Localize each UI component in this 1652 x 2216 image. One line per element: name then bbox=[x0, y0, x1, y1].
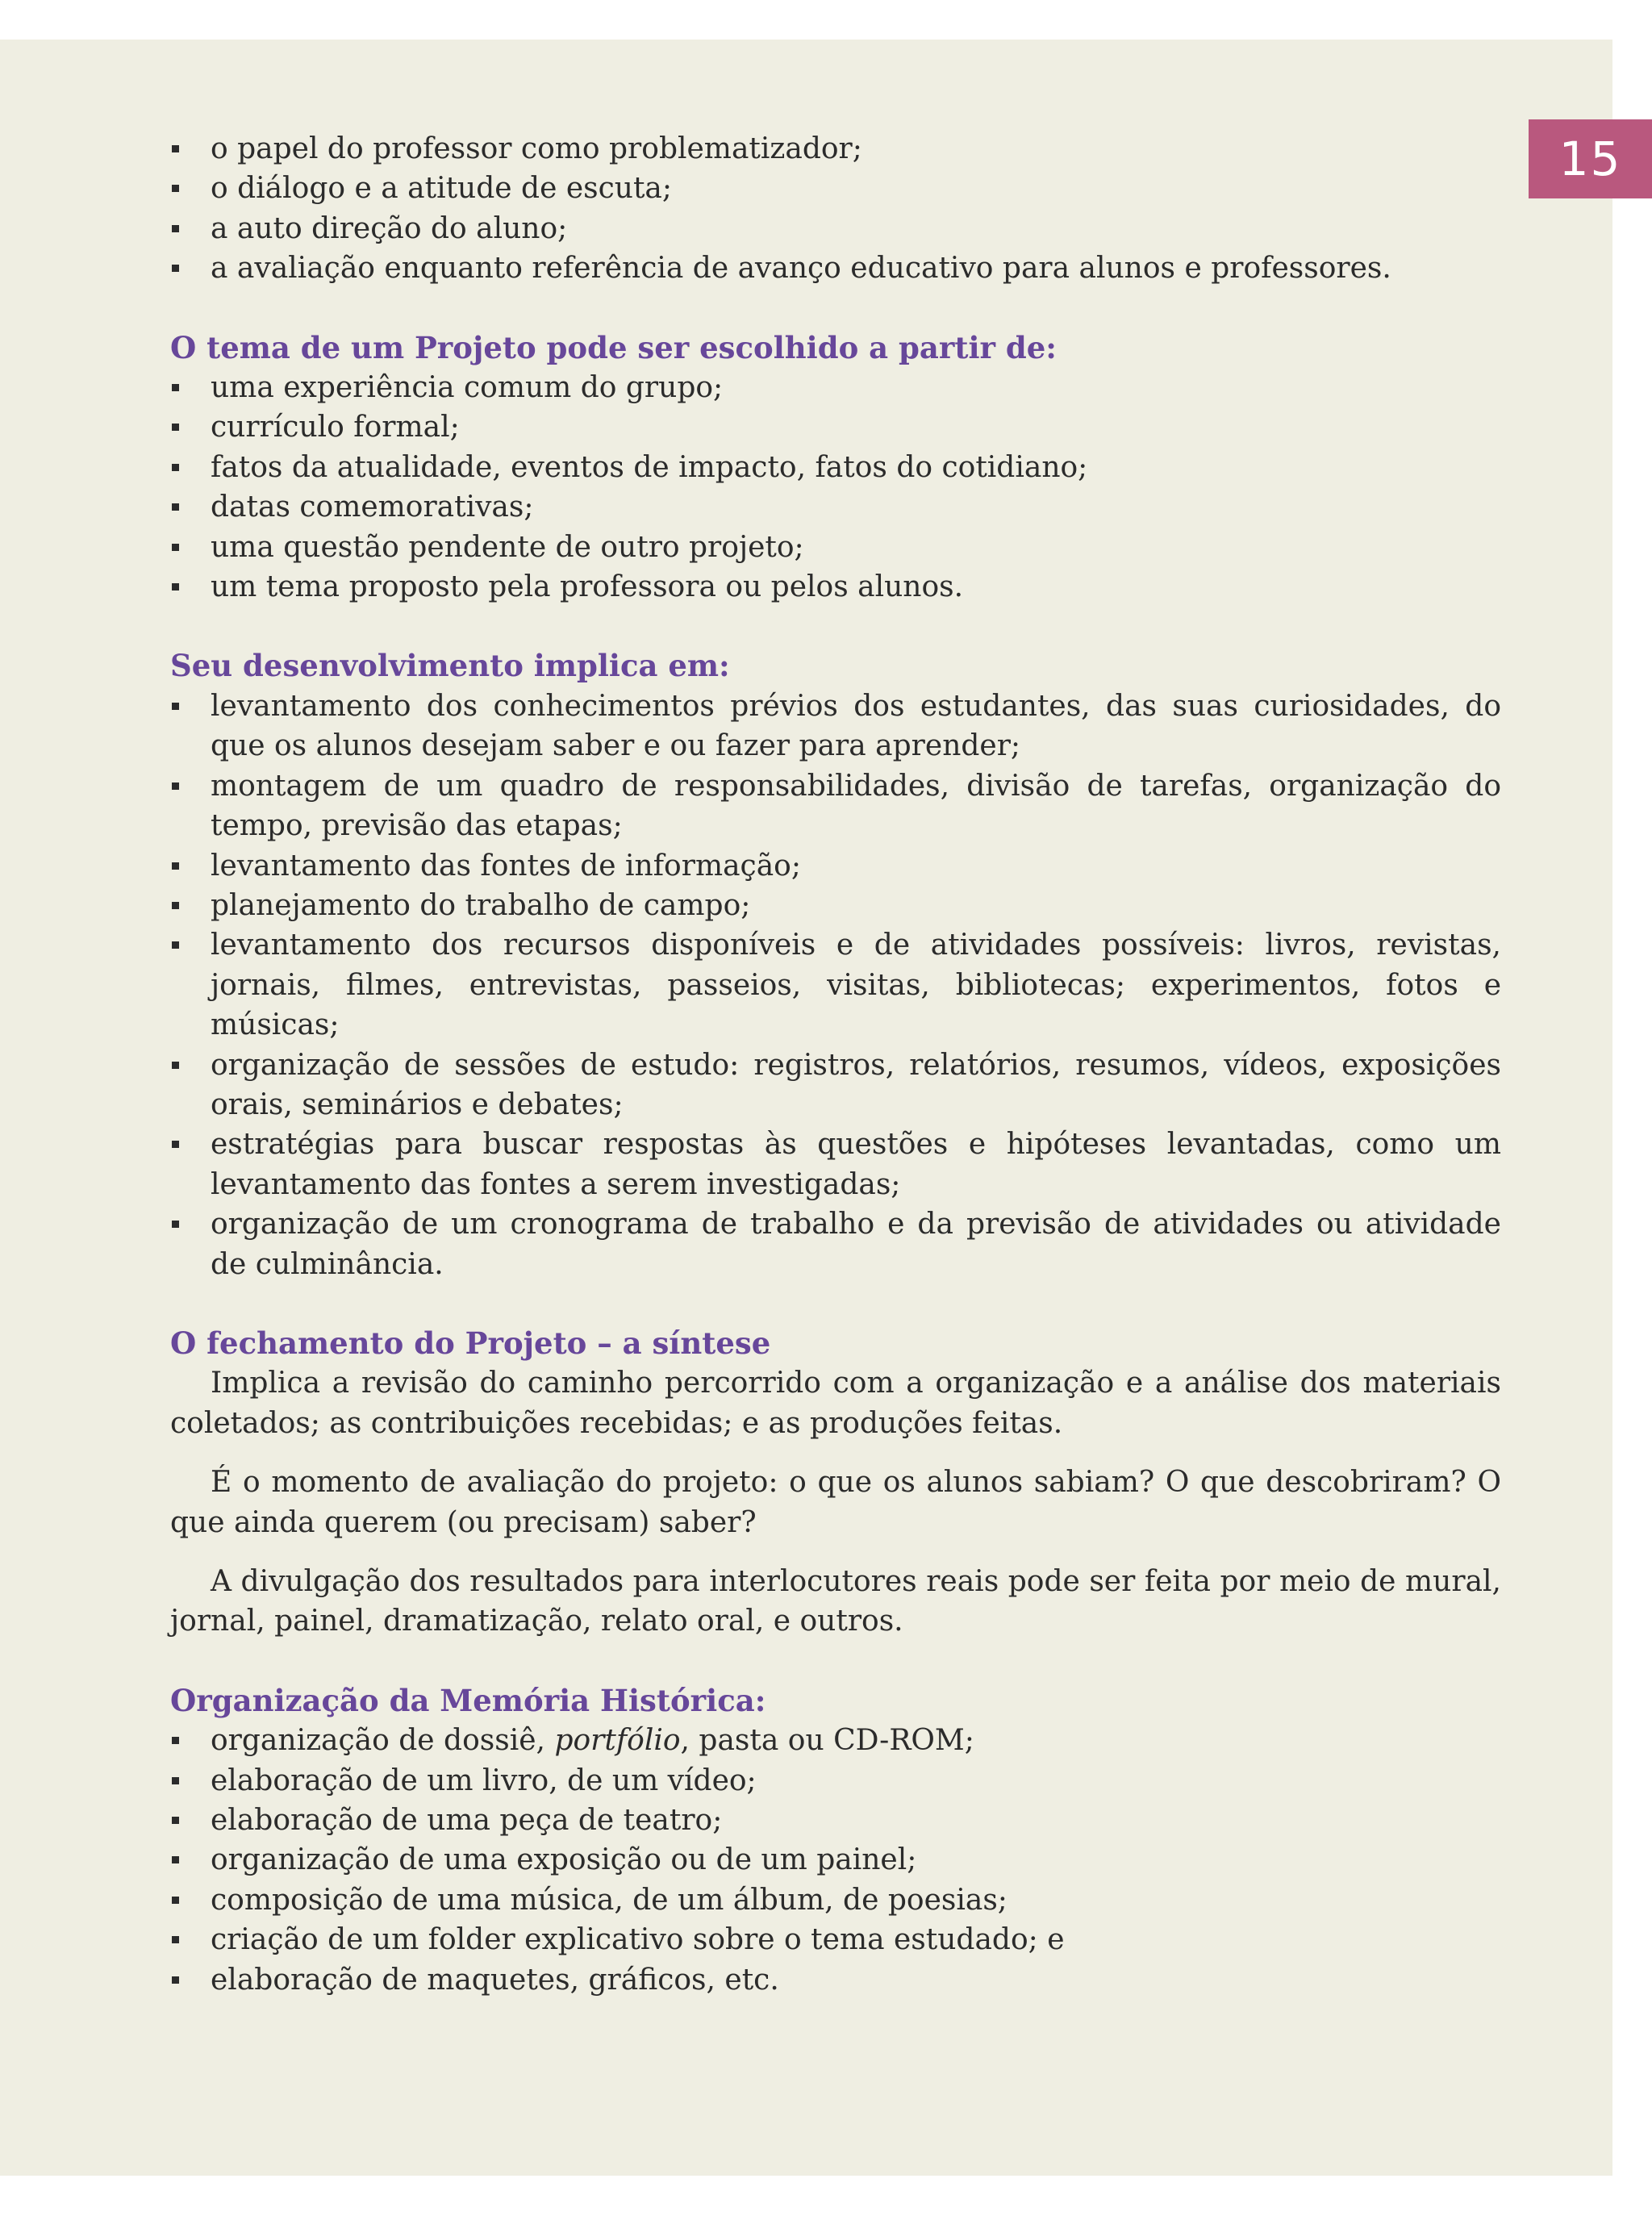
list-item: organização de um cronograma de trabalho e da previsão de atividades ou atividade de culminância. bbox=[170, 1204, 1501, 1284]
list-item-text: organização de dossiê, bbox=[211, 1724, 555, 1758]
list-item: um tema proposto pela professora ou pelos alunos. bbox=[170, 567, 1501, 607]
list-item: criação de um folder explicativo sobre o tema estudado; e bbox=[170, 1920, 1501, 1959]
list-item: elaboração de maquetes, gráficos, etc. bbox=[170, 1960, 1501, 2000]
list-item: levantamento das fontes de informação; bbox=[170, 846, 1501, 886]
list-item: o diálogo e a atitude de escuta; bbox=[170, 169, 1501, 208]
memory-list bbox=[170, 1721, 1501, 2000]
closing-paragraph: Implica a revisão do caminho percorrido com a organização e a análise dos materiais coletados; as contribuições recebidas; e as produções feitas. bbox=[170, 1367, 1501, 1440]
list-item: uma questão pendente de outro projeto; bbox=[170, 528, 1501, 567]
list-item: levantamento dos recursos disponíveis e de atividades possíveis: livros, revistas, jornais, filmes, entrevistas, passeios, visitas, bibliotecas; experimentos, fotos e músicas; bbox=[170, 925, 1501, 1045]
list-item: elaboração de um livro, de um vídeo; bbox=[170, 1761, 1501, 1801]
development-list bbox=[170, 687, 1501, 1284]
list-item: estratégias para buscar respostas às questões e hipóteses levantadas, como um levantamento das fontes a serem investigadas; bbox=[170, 1125, 1501, 1204]
italic-term: portfólio bbox=[554, 1724, 681, 1758]
list-item: uma experiência comum do grupo; bbox=[170, 368, 1501, 407]
closing-paragraph: A divulgação dos resultados para interlocutores reais pode ser feita por meio de mural, jornal, painel, dramatização, relato oral, e outros. bbox=[170, 1565, 1501, 1638]
list-item: fatos da atualidade, eventos de impacto, fatos do cotidiano; bbox=[170, 448, 1501, 487]
list-item: elaboração de uma peça de teatro; bbox=[170, 1801, 1501, 1840]
list-item: composição de uma música, de um álbum, de poesias; bbox=[170, 1880, 1501, 1920]
list-item: montagem de um quadro de responsabilidades, divisão de tarefas, organização do tempo, previsão das etapas; bbox=[170, 766, 1501, 846]
development-heading: Seu desenvolvimento implica em: bbox=[170, 648, 730, 684]
closing-paragraph: É o momento de avaliação do projeto: o que os alunos sabiam? O que descobriram? O que ainda querem (ou precisam) saber? bbox=[170, 1466, 1501, 1539]
list-item: currículo formal; bbox=[170, 407, 1501, 447]
closing-heading: O fechamento do Projeto – a síntese bbox=[170, 1325, 771, 1361]
page-content bbox=[170, 129, 1501, 2000]
list-item: levantamento dos conhecimentos prévios dos estudantes, das suas curiosidades, do que os alunos desejam saber e ou fazer para aprender; bbox=[170, 687, 1501, 766]
memory-heading: Organização da Memória Histórica: bbox=[170, 1682, 766, 1718]
theme-heading: O tema de um Projeto pode ser escolhido a partir de: bbox=[170, 329, 1057, 365]
page-number-badge: 15 bbox=[1529, 119, 1652, 198]
list-item-text: , pasta ou CD-ROM; bbox=[680, 1724, 974, 1758]
list-item: a avaliação enquanto referência de avanço educativo para alunos e professores. bbox=[170, 248, 1501, 288]
list-item: a auto direção do aluno; bbox=[170, 209, 1501, 248]
list-item: datas comemorativas; bbox=[170, 487, 1501, 527]
intro-list bbox=[170, 129, 1501, 289]
list-item: organização de sessões de estudo: registros, relatórios, resumos, vídeos, exposições orais, seminários e debates; bbox=[170, 1045, 1501, 1125]
theme-list bbox=[170, 368, 1501, 607]
list-item bbox=[170, 1721, 1501, 1760]
list-item: organização de uma exposição ou de um painel; bbox=[170, 1840, 1501, 1880]
list-item: o papel do professor como problematizador; bbox=[170, 129, 1501, 169]
list-item: planejamento do trabalho de campo; bbox=[170, 886, 1501, 925]
